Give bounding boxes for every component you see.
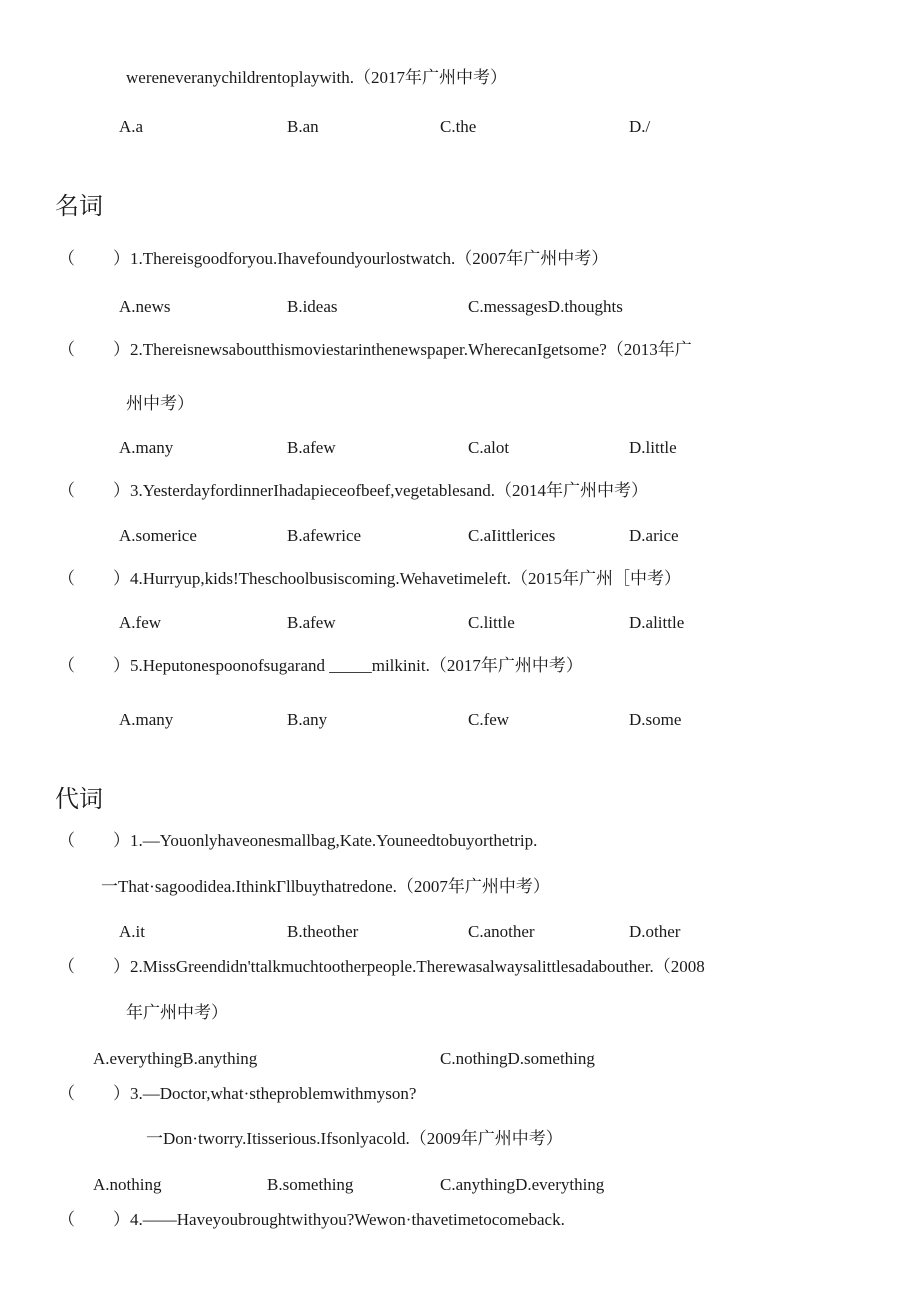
- noun-q3-option-b: B.afewrice: [287, 526, 362, 545]
- pronoun-q3-option-cd: C.anythingD.everything: [440, 1175, 605, 1194]
- noun-q5-option-b: B.any: [287, 710, 328, 729]
- noun-q2-option-c: C.alot: [468, 438, 510, 457]
- noun-q2-stem: ）2.Thereisnewsaboutthismoviestarinthenewspaper.WherecanIgetsome?（2013年广: [113, 340, 692, 359]
- pronoun-q2-stem-cont: 年广州中考）: [126, 1003, 228, 1022]
- pronoun-q1-option-d: D.other: [629, 922, 681, 941]
- noun-q3-stem: ）3.YesterdayfordinnerIhadapieceofbeef,vegetablesand.（2014年广州中考）: [113, 481, 649, 500]
- answer-paren: （: [58, 249, 75, 268]
- pronoun-q1-option-a: A.it: [119, 922, 145, 941]
- section-heading-nouns: 名词: [55, 192, 103, 220]
- noun-q3-option-a: A.somerice: [119, 526, 197, 545]
- top-option-a: A.a: [119, 117, 144, 136]
- noun-q4-stem: ）4.Hurryup,kids!Theschoolbusiscoming.Wehavetimeleft.（2015年广州［中考）: [113, 569, 682, 588]
- pronoun-q2-option-ab: A.everythingB.anything: [93, 1049, 258, 1068]
- noun-q5-option-c: C.few: [468, 710, 510, 729]
- noun-q5-stem: ）5.Heputonespoonofsugarand _____milkinit.（2017年广州中考）: [113, 656, 583, 675]
- answer-paren: （: [58, 481, 75, 500]
- section-heading-pronouns: 代词: [55, 785, 103, 813]
- noun-q1-stem: ）1.Thereisgoodforyou.Ihavefoundyourlostwatch.（2007年广州中考）: [113, 249, 609, 268]
- answer-paren: （: [58, 1210, 75, 1229]
- answer-paren: （: [58, 1084, 75, 1103]
- noun-q5-option-d: D.some: [629, 710, 682, 729]
- pronoun-q1-stem: ）1.—Youonlyhaveonesmallbag,Kate.Youneedtobuyorthetrip.: [113, 831, 538, 850]
- pronoun-q3-stem: ）3.—Doctor,what·stheproblemwithmyson?: [113, 1084, 417, 1103]
- noun-q2-option-b: B.afew: [287, 438, 336, 457]
- noun-q1-option-a: A.news: [119, 297, 171, 316]
- noun-q2-stem-cont: 州中考）: [126, 394, 194, 413]
- answer-paren: （: [58, 569, 75, 588]
- noun-q2-option-d: D.little: [629, 438, 677, 457]
- noun-q5-option-a: A.many: [119, 710, 174, 729]
- top-option-d: D./: [629, 117, 651, 136]
- pronoun-q3-reply: 一Don·tworry.Itisserious.Ifsonlyacold.（2009年广州中考）: [146, 1129, 563, 1148]
- pronoun-q3-option-b: B.something: [267, 1175, 354, 1194]
- pronoun-q3-option-a: A.nothing: [93, 1175, 162, 1194]
- noun-q3-option-d: D.arice: [629, 526, 679, 545]
- noun-q4-option-a: A.few: [119, 613, 162, 632]
- noun-q4-option-c: C.little: [468, 613, 515, 632]
- pronoun-q4-stem: ）4.——Haveyoubroughtwithyou?Wewon·thavetimetocomeback.: [113, 1210, 565, 1229]
- noun-q4-option-b: B.afew: [287, 613, 336, 632]
- noun-q1-option-cd: C.messagesD.thoughts: [468, 297, 623, 316]
- pronoun-q1-option-b: B.theother: [287, 922, 359, 941]
- noun-q2-option-a: A.many: [119, 438, 174, 457]
- top-option-b: B.an: [287, 117, 319, 136]
- noun-q1-option-b: B.ideas: [287, 297, 338, 316]
- answer-paren: （: [58, 656, 75, 675]
- pronoun-q2-option-cd: C.nothingD.something: [440, 1049, 595, 1068]
- noun-q3-option-c: C.aIittlerices: [468, 526, 556, 545]
- pronoun-q1-reply: 一That·sagoodidea.IthinkΓllbuythatredone.（2007年广州中考）: [101, 877, 550, 896]
- answer-paren: （: [58, 340, 75, 359]
- top-question-stem: wereneveranychildrentoplaywith.（2017年广州中考）: [126, 68, 507, 87]
- top-option-c: C.the: [440, 117, 477, 136]
- answer-paren: （: [58, 957, 75, 976]
- noun-q4-option-d: D.alittle: [629, 613, 685, 632]
- pronoun-q1-option-c: C.another: [468, 922, 535, 941]
- answer-paren: （: [58, 831, 75, 850]
- pronoun-q2-stem: ）2.MissGreendidn'ttalkmuchtootherpeople.Therewasalwaysalittlesadabouther.（2008: [113, 957, 705, 976]
